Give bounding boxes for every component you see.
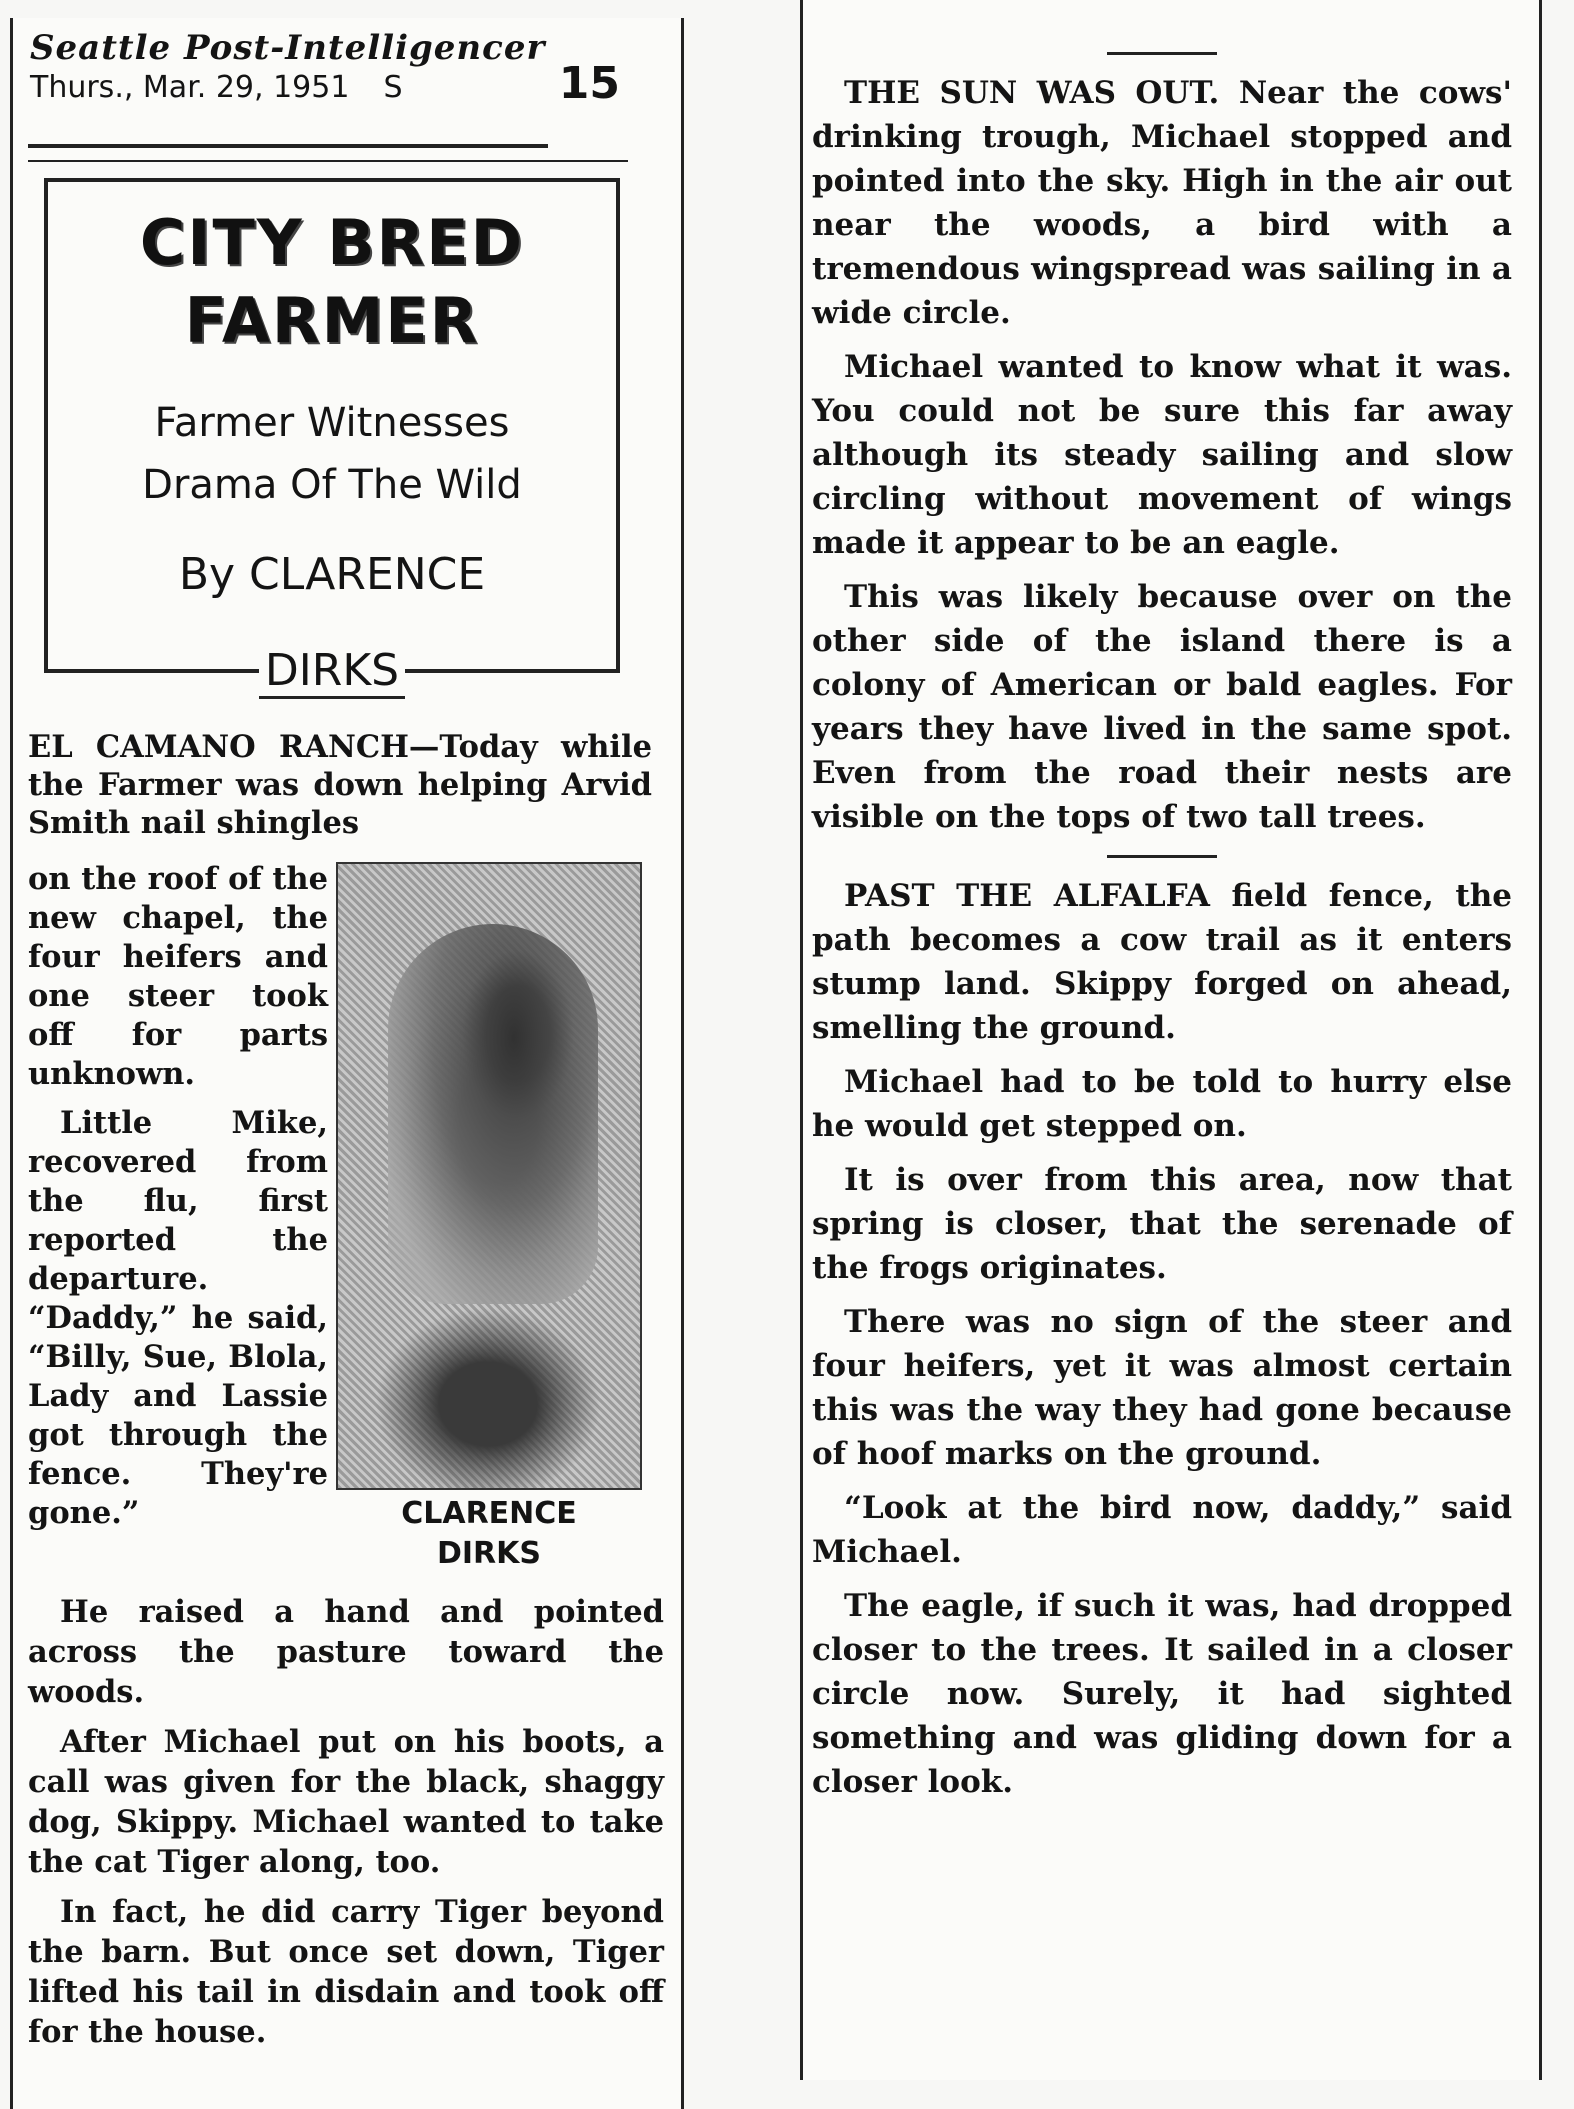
article-column-left-bottom xyxy=(28,1592,664,2062)
masthead xyxy=(30,28,640,109)
author-photo xyxy=(336,862,642,1490)
intro-paragraph: EL CAMANO RANCH—Today while the Farmer was down helping Arvid Smith nail shingles xyxy=(28,729,652,841)
paragraph: “Look at the bird now, daddy,” said Michael. xyxy=(812,1490,1512,1570)
issue-date: Thurs., Mar. 29, 1951 xyxy=(30,70,350,105)
article-intro xyxy=(28,728,652,852)
subheadline-line-1: Farmer Witnesses xyxy=(154,400,510,446)
caption-line-2: DIRKS xyxy=(436,1536,542,1571)
paragraph: The eagle, if such it was, had dropped closer to the trees. It sailed in a closer circle now. Surely, it had sighted something and was gliding down for a closer look. xyxy=(812,1588,1512,1800)
paragraph: After Michael put on his boots, a call was given for the black, shaggy dog, Skippy. Michael wanted to take the cat Tiger along, too. xyxy=(28,1724,664,1880)
byline-line-2 xyxy=(44,640,620,702)
page-number: 15 xyxy=(558,58,620,109)
paragraph: In fact, he did carry Tiger beyond the barn. But once set down, Tiger lifted his tail in disdain and took off for the house. xyxy=(28,1894,664,2050)
byline xyxy=(48,544,616,606)
byline-line-1: By CLARENCE xyxy=(178,549,486,600)
byline-name: DIRKS xyxy=(259,645,405,699)
headline xyxy=(48,204,616,360)
paragraph: There was no sign of the steer and four heifers, yet it was almost certain this was the way they had gone because of hoof marks on the ground. xyxy=(812,1304,1512,1472)
masthead-rule xyxy=(28,144,548,148)
paragraph: Michael wanted to know what it was. You could not be sure this far away although its steady sailing and slow circling without movement of wings made it appear to be an eagle. xyxy=(812,349,1512,561)
subheadline xyxy=(48,392,616,516)
headline-line-2: FARMER xyxy=(184,284,480,357)
author-portrait xyxy=(388,924,598,1304)
masthead-rule-thin xyxy=(28,160,628,162)
article-column-right xyxy=(812,36,1512,1814)
paragraph: Michael had to be told to hurry else he would get stepped on. xyxy=(812,1064,1512,1144)
paragraph: on the roof of the new chapel, the four heifers and one steer took off for parts unknown. xyxy=(28,861,328,1092)
paragraph: He raised a hand and pointed across the pasture toward the woods. xyxy=(28,1594,664,1710)
paragraph: This was likely because over on the other side of the island there is a colony of American or bald eagles. For years they have lived in the same spot. Even from the road their nests are visible on the tops of two tall trees. xyxy=(812,579,1512,835)
section-divider xyxy=(1107,855,1217,858)
section-divider xyxy=(1107,52,1217,55)
paragraph-lead: PAST THE ALFALFA xyxy=(844,878,1210,914)
subheadline-line-2: Drama Of The Wild xyxy=(142,462,522,508)
caption-line-1: CLARENCE xyxy=(401,1496,577,1531)
photo-caption xyxy=(336,1494,642,1574)
edition-letter: S xyxy=(383,70,403,105)
dateline xyxy=(30,58,640,109)
paragraph xyxy=(812,71,1512,335)
paragraph xyxy=(812,874,1512,1050)
paragraph: It is over from this area, now that spring is closer, that the serenade of the frogs originates. xyxy=(812,1162,1512,1286)
paragraph-text: field fence, the path becomes a cow trail as it enters stump land. Skippy forged on ahead, smelling the ground. xyxy=(812,878,1512,1046)
paper-name: Seattle Post-Intelligencer xyxy=(30,28,546,68)
article-column-narrow xyxy=(28,860,328,1543)
paragraph: Little Mike, recovered from the flu, first reported the departure. “Daddy,” he said, “Billy, Sue, Blola, Lady and Lassie got through the fence. They're gone.” xyxy=(28,1105,328,1531)
paragraph-lead: THE SUN WAS OUT. xyxy=(844,75,1220,111)
headline-line-1: CITY BRED xyxy=(139,206,525,279)
paragraph-text: Near the cows' drinking trough, Michael stopped and pointed into the sky. High in the air out near the woods, a bird with a tremendous wingspread was sailing in a wide circle. xyxy=(812,75,1513,331)
headline-box xyxy=(44,178,620,673)
